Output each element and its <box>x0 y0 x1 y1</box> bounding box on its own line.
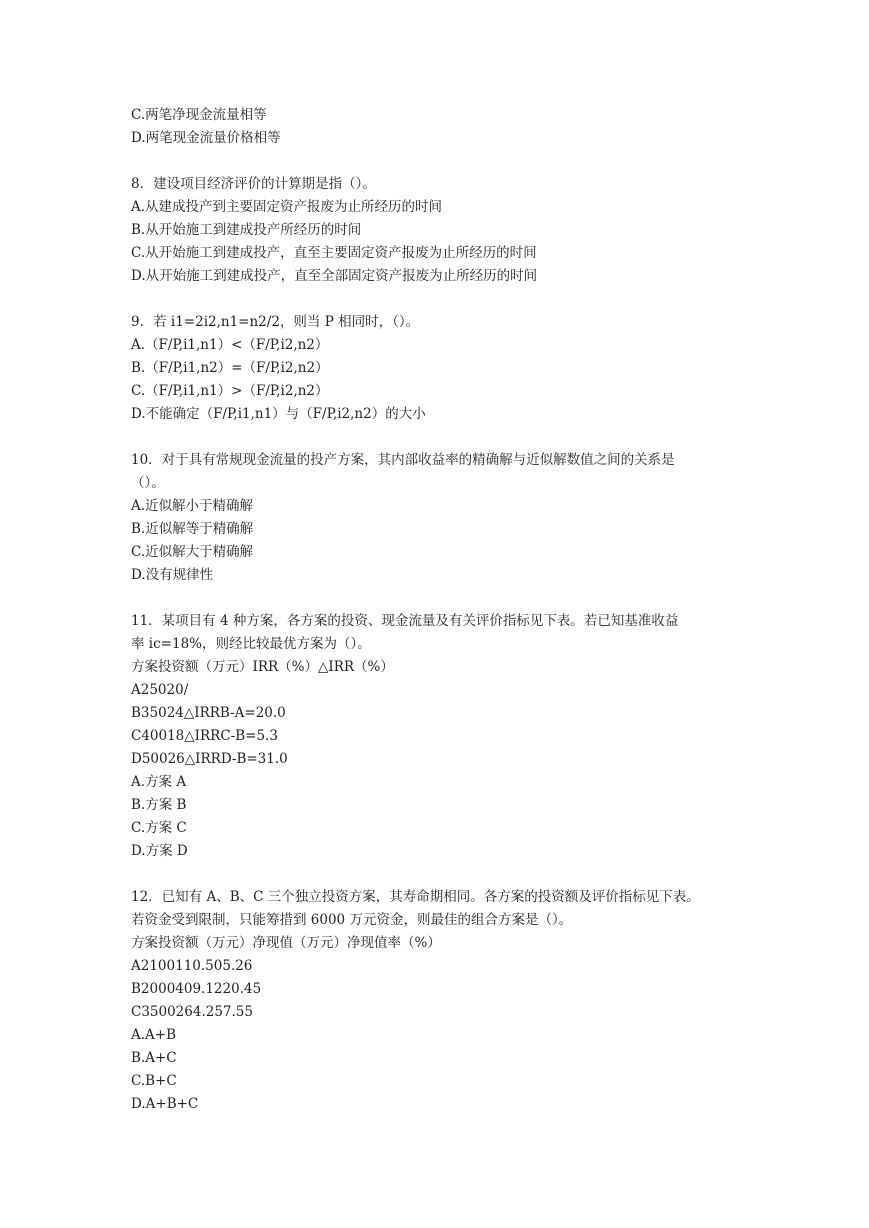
question-stem-line-1: 11．某项目有 4 种方案，各方案的投资、现金流量及有关评价指标见下表。若已知基准收益 <box>131 613 679 629</box>
spacer <box>131 426 751 449</box>
table-row-line: C3500264.257.55 <box>131 1004 253 1020</box>
question-8 <box>131 173 751 288</box>
option-c: C.（F/P,i1,n1）>（F/P,i2,n2） <box>131 383 329 399</box>
spacer <box>131 863 751 886</box>
option-b: B.A+C <box>131 1050 177 1066</box>
table-row-line: C40018△IRRC-B=5.3 <box>131 728 278 744</box>
spacer <box>131 150 751 173</box>
option-c: C.B+C <box>131 1073 177 1089</box>
option-a: A.方案 A <box>131 774 187 790</box>
option-d: D.方案 D <box>131 843 188 859</box>
question-11 <box>131 610 751 863</box>
question-12 <box>131 886 751 1116</box>
table-row-line: A25020/ <box>131 682 189 698</box>
question-stem: 9．若 i1=2i2,n1=n2/2，则当 P 相同时，（）。 <box>131 314 420 330</box>
table-row-line: D50026△IRRD-B=31.0 <box>131 751 288 767</box>
question-stem-line-2: 若资金受到限制，只能筹措到 6000 万元资金，则最佳的组合方案是（）。 <box>131 912 573 928</box>
option-c: C.从开始施工到建成投产，直至主要固定资产报废为止所经历的时间 <box>131 245 537 261</box>
question-stem-line-1: 12．已知有 A、B、C 三个独立投资方案，其寿命期相同。各方案的投资额及评价指标见下表。 <box>131 889 700 905</box>
question-stem-line-1: 10．对于具有常规现金流量的投产方案，其内部收益率的精确解与近似解数值之间的关系是 <box>131 452 675 468</box>
option-b: B.从开始施工到建成投产所经历的时间 <box>131 222 362 238</box>
option-a: A.A+B <box>131 1027 177 1043</box>
option-a: A.从建成投产到主要固定资产报废为止所经历的时间 <box>131 199 443 215</box>
option-b: B.方案 B <box>131 797 187 813</box>
option-c: C.方案 C <box>131 820 187 836</box>
option-a: A.近似解小于精确解 <box>131 498 254 514</box>
option-a: A.（F/P,i1,n1）<（F/P,i2,n2） <box>131 337 329 353</box>
option-d: D.两笔现金流量价格相等 <box>131 130 281 146</box>
question-10 <box>131 449 751 587</box>
table-header-line: 方案投资额（万元）IRR（%）△IRR（%） <box>131 659 394 675</box>
table-row-line: A2100110.505.26 <box>131 958 253 974</box>
spacer <box>131 587 751 610</box>
option-c: C.近似解大于精确解 <box>131 544 254 560</box>
table-row-line: B2000409.1220.45 <box>131 981 262 997</box>
table-header-line: 方案投资额（万元）净现值（万元）净现值率（%） <box>131 935 441 951</box>
option-d: D.A+B+C <box>131 1096 199 1112</box>
spacer <box>131 288 751 311</box>
document-page <box>131 104 751 1116</box>
option-d: D.没有规律性 <box>131 567 214 583</box>
question-stem-line-2: 率 ic=18%，则经比较最优方案为（）。 <box>131 636 371 652</box>
option-c: C.两笔净现金流量相等 <box>131 107 267 123</box>
option-d: D.不能确定（F/P,i1,n1）与（F/P,i2,n2）的大小 <box>131 406 426 422</box>
option-b: B.（F/P,i1,n2）=（F/P,i2,n2） <box>131 360 329 376</box>
table-row-line: B35024△IRRB-A=20.0 <box>131 705 286 721</box>
question-9 <box>131 311 751 426</box>
option-b: B.近似解等于精确解 <box>131 521 254 537</box>
question-stem: 8．建设项目经济评价的计算期是指（）。 <box>131 176 376 192</box>
question-stem-line-2: （）。 <box>131 475 165 491</box>
option-d: D.从开始施工到建成投产，直至全部固定资产报废为止所经历的时间 <box>131 268 538 284</box>
prev-question-tail <box>131 104 751 150</box>
